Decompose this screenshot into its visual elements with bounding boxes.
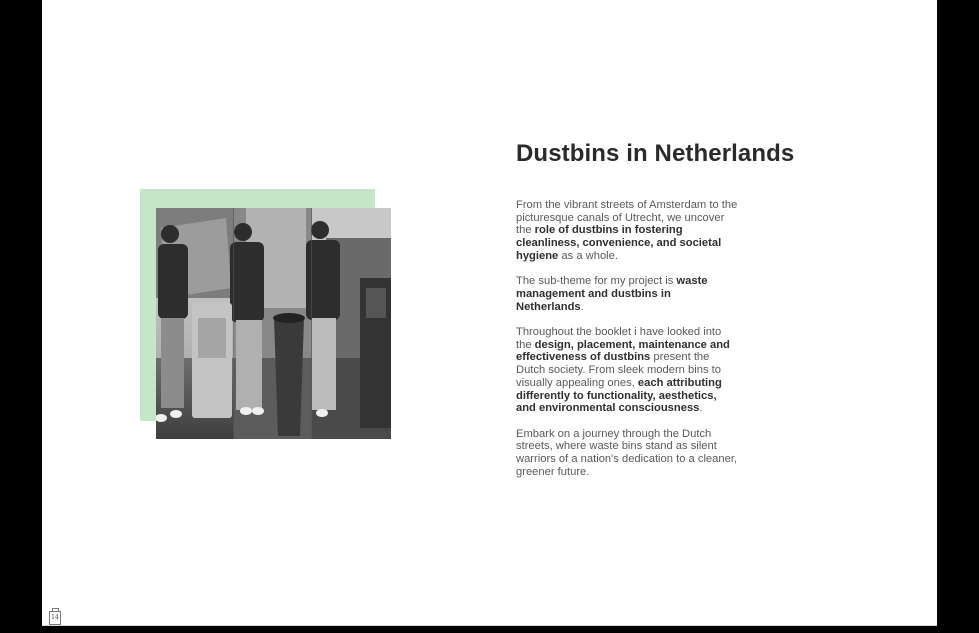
paragraph <box>516 199 738 263</box>
paragraph-text: . <box>699 402 703 415</box>
page-bottom-rule <box>42 625 937 626</box>
paragraph-text: . <box>580 300 584 313</box>
paragraph-text: Throughout the booklet i have looked into the <box>516 326 722 351</box>
page-number: 14 <box>49 611 61 625</box>
photo-collage <box>156 208 391 439</box>
paragraph <box>516 428 738 479</box>
paragraph-text: Embark on a journey through the Dutch streets, where waste bins stand as silent warriors of a nation's dedication to a cleaner, greener future. <box>516 427 738 478</box>
paragraph-emphasis: role of dustbins in fostering cleanliness, convenience, and societal hygiene <box>516 224 722 262</box>
paragraph-emphasis: waste management and dustbins in Netherlands <box>516 275 708 313</box>
body-text <box>516 199 738 491</box>
photo-collage-icon <box>156 208 391 439</box>
paragraph-text: as a whole. <box>558 249 618 262</box>
paragraph <box>516 275 738 313</box>
paragraph-emphasis: design, placement, maintenance and effectiveness of dustbins <box>516 338 730 364</box>
paragraph-emphasis: each attributing differently to functionality, aesthetics, and environmental consciousness <box>516 376 722 415</box>
page-title: Dustbins in Netherlands <box>516 140 795 167</box>
paragraph <box>516 326 738 415</box>
document-page <box>42 0 937 625</box>
paragraph-text: From the vibrant streets of Amsterdam to the picturesque canals of Utrecht, we uncover the <box>516 199 738 237</box>
paragraph-text: The sub-theme for my project is <box>516 275 677 288</box>
paragraph-text: present the Dutch society. From sleek modern bins to visually appealing ones, <box>516 351 721 389</box>
